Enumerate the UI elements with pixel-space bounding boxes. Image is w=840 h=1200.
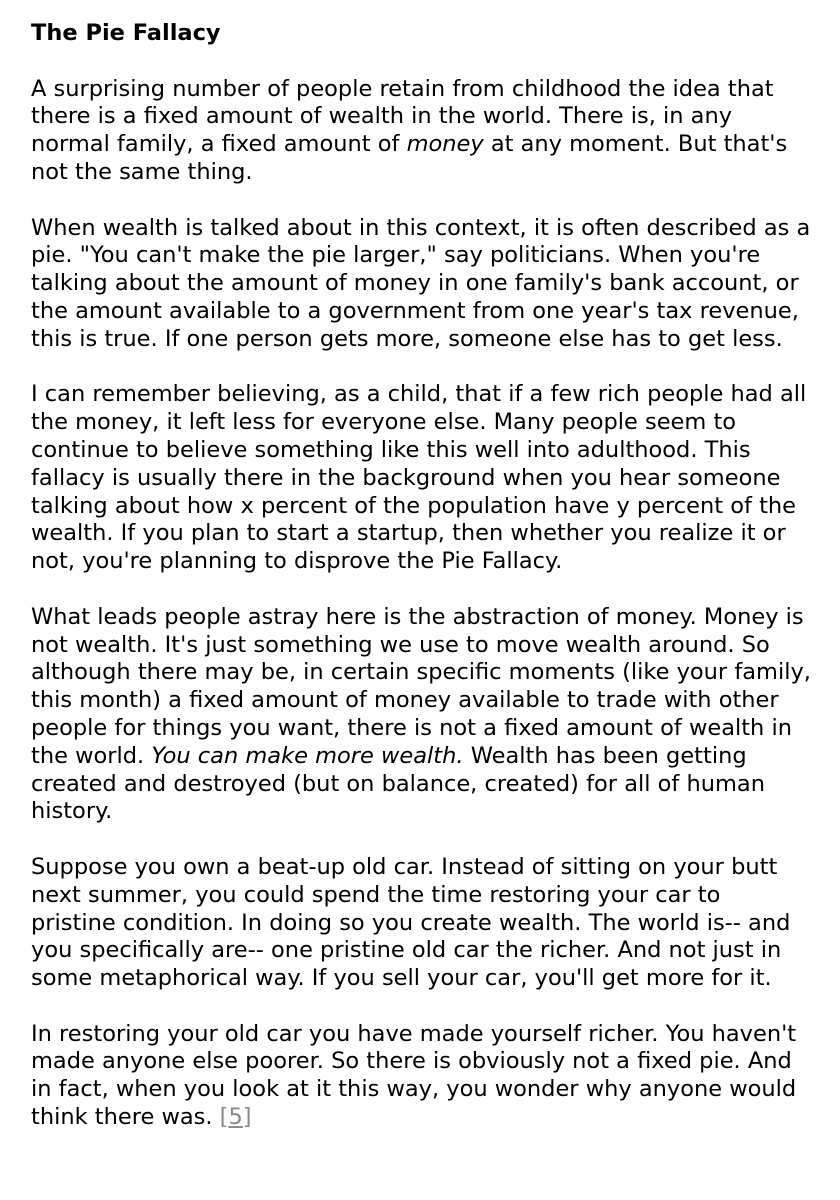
article-title: The Pie Fallacy — [31, 20, 221, 46]
paragraph-4-text-b: Wealth has been getting created and destroyed (but on balance, created) for all of human history. — [31, 742, 765, 825]
paragraph-4 — [31, 604, 811, 826]
paragraph-6-text: In restoring your old car you have made yourself richer. You haven't made anyone else poorer. So there is obviously not a fixed pie. And in fact, when you look at it this way, you wonder why anyone would think there was. — [31, 1020, 797, 1131]
article — [31, 20, 811, 1160]
footnote-open-bracket: [ — [219, 1104, 229, 1131]
paragraph-6 — [31, 1021, 811, 1132]
paragraph-4-emphasis: You can make more wealth. — [151, 742, 464, 769]
footnote-5-link[interactable]: 5 — [228, 1104, 243, 1131]
paragraph-1-emphasis: money — [406, 131, 484, 158]
footnote-close-bracket: ] — [242, 1104, 252, 1131]
paragraph-3: I can remember believing, as a child, that if a few rich people had all the money, it left less for everyone else. Many people seem to continue to believe something like this well into adulthood. This fallacy is usually there in the background when you hear someone talking about how x percent of the population have y percent of the wealth. If you plan to start a startup, then whether you realize it or not, you're planning to disprove the Pie Fallacy. — [31, 381, 807, 575]
paragraph-2: When wealth is talked about in this context, it is often described as a pie. "You can't make the pie larger," say politicians. When you're talking about the amount of money in one family's bank account, or the amount available to a government from one year's tax revenue, this is true. If one person gets more, someone else has to get less. — [31, 214, 811, 352]
paragraph-4-text-a: What leads people astray here is the abstraction of money. Money is not wealth. It's just something we use to move wealth around. So although there may be, in certain specific moments (like your family, this month) a fixed amount of money available to trade with other people for things you want, there is not a fixed amount of wealth in the world. — [31, 603, 811, 769]
paragraph-1-text-a: A surprising number of people retain from childhood the idea that there is a fixed amount of wealth in the world. There is, in any normal family, a fixed amount of — [31, 75, 774, 158]
paragraph-1 — [31, 76, 811, 187]
paragraph-5: Suppose you own a beat-up old car. Instead of sitting on your butt next summer, you could spend the time restoring your car to pristine condition. In doing so you create wealth. The world is-- and you specifically are-- one pristine old car the richer. And not just in some metaphorical way. If you sell your car, you'll get more for it. — [31, 853, 791, 992]
paragraph-1-text-b: at any moment. But that's not the same thing. — [31, 131, 788, 185]
footnote-ref — [220, 1104, 252, 1130]
